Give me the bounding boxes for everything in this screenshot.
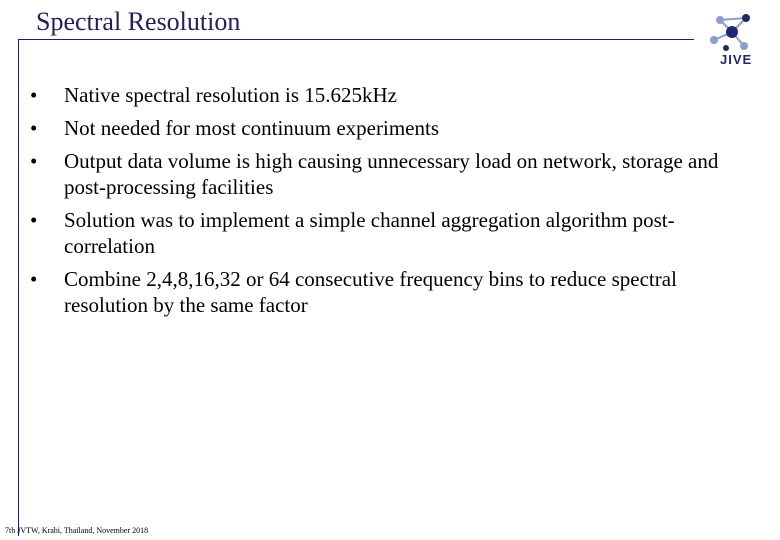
bullet-item: • Native spectral resolution is 15.625kHz bbox=[26, 82, 726, 108]
bullet-item: • Not needed for most continuum experiments bbox=[26, 115, 726, 141]
footer-text: 7th JVTW, Krabi, Thailand, November 2018 bbox=[5, 526, 149, 535]
bullet-item: • Output data volume is high causing unnecessary load on network, storage and post-processing facilities bbox=[26, 148, 726, 200]
left-divider bbox=[18, 39, 19, 536]
jive-logo-text: JIVE bbox=[720, 52, 753, 67]
bullet-item: • Solution was to implement a simple channel aggregation algorithm post-correlation bbox=[26, 207, 726, 259]
page-title: Spectral Resolution bbox=[36, 7, 241, 36]
bullet-item: • Combine 2,4,8,16,32 or 64 consecutive frequency bins to reduce spectral resolution by the same factor bbox=[26, 266, 726, 318]
title-divider bbox=[18, 39, 694, 40]
bullet-list bbox=[26, 82, 726, 325]
